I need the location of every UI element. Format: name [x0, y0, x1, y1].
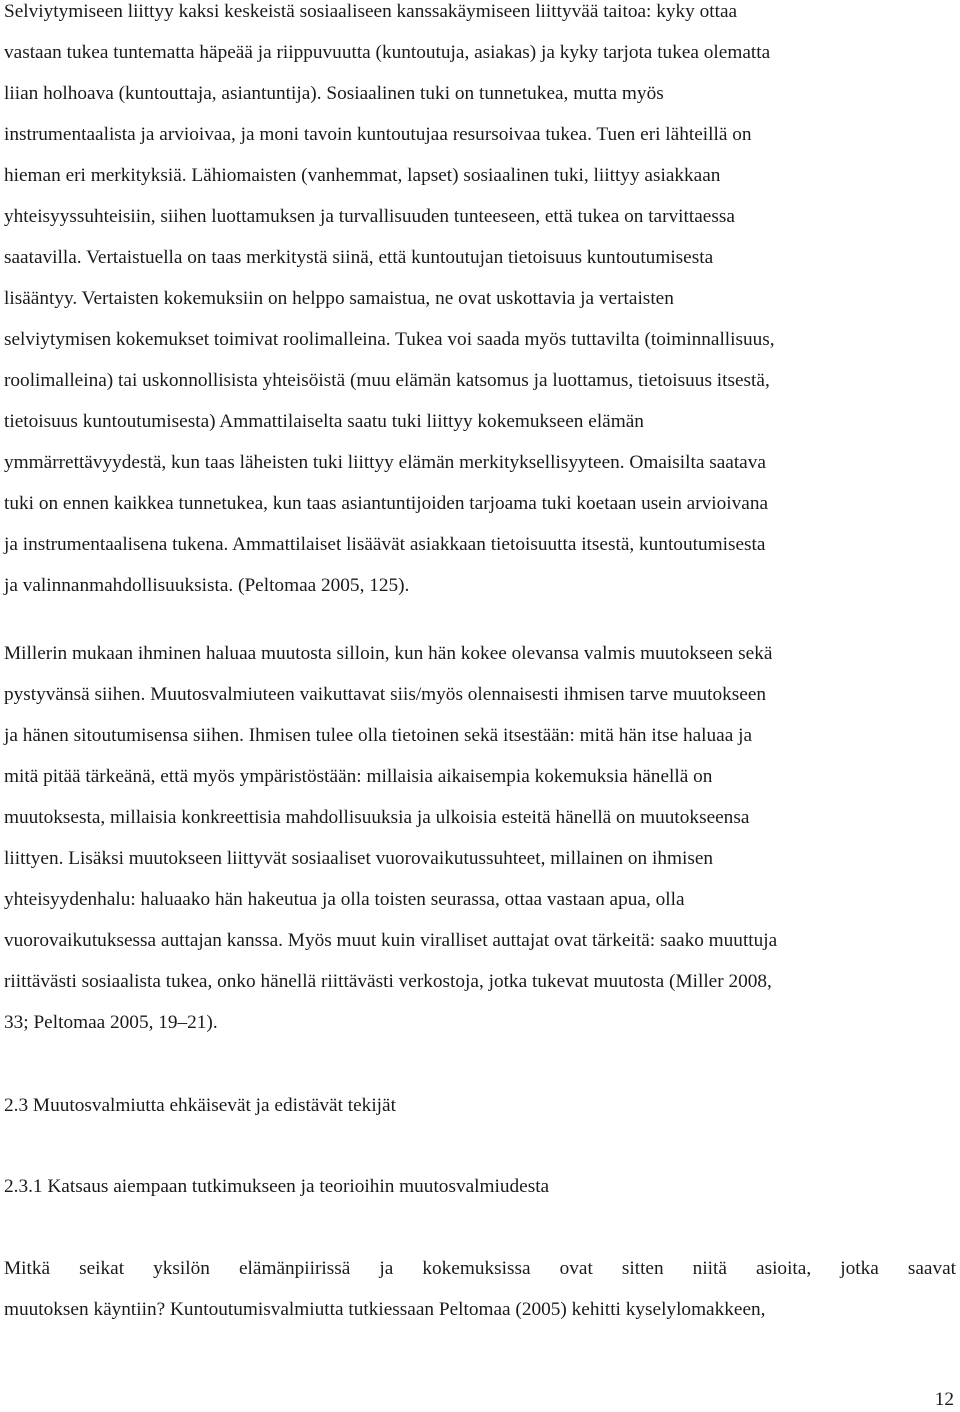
- text-line: roolimalleina) tai uskonnollisista yhteisöistä (muu elämän katsomus ja luottamus, tietoisuus itsestä,: [4, 370, 770, 391]
- text-line: Millerin mukaan ihminen haluaa muutosta silloin, kun hän kokee olevansa valmis muutokseen sekä: [4, 643, 773, 664]
- text-line: ja hänen sitoutumisensa siihen. Ihmisen tulee olla tietoinen sekä itsestään: mitä hän itse haluaa ja: [4, 725, 753, 746]
- text-line: ja valinnanmahdollisuuksista. (Peltomaa 2005, 125).: [4, 575, 410, 596]
- section-heading: 2.3 Muutosvalmiutta ehkäisevät ja edistävät tekijät: [4, 1095, 396, 1116]
- text-line: muutoksen käyntiin? Kuntoutumisvalmiutta tutkiessaan Peltomaa (2005) kehitti kyselylomakkeen,: [4, 1299, 766, 1320]
- text-line: pystyvänsä siihen. Muutosvalmiuteen vaikuttavat siis/myös olennaisesti ihmisen tarve muutokseen: [4, 684, 767, 705]
- text-line: ja instrumentaalisena tukena. Ammattilaiset lisäävät asiakkaan tietoisuutta itsestä, kuntoutumisesta: [4, 534, 766, 555]
- text-line: Selviytymiseen liittyy kaksi keskeistä sosiaaliseen kanssakäymiseen liittyvää taitoa: kyky ottaa: [4, 1, 738, 22]
- text-line: Mitkä seikat yksilön elämänpiirissä ja kokemuksissa ovat sitten niitä asioita, jotka saavat: [4, 1258, 956, 1279]
- text-line: hieman eri merkityksiä. Lähiomaisten (vanhemmat, lapset) sosiaalinen tuki, liittyy asiakkaan: [4, 165, 721, 186]
- text-line: selviytymisen kokemukset toimivat roolimalleina. Tukea voi saada myös tuttavilta (toiminnallisuus,: [4, 329, 775, 350]
- text-line: lisääntyy. Vertaisten kokemuksiin on helppo samaistua, ne ovat uskottavia ja vertaisten: [4, 288, 674, 309]
- text-line: saatavilla. Vertaistuella on taas merkitystä siinä, että kuntoutujan tietoisuus kuntoutumisesta: [4, 247, 714, 268]
- subsection-heading: 2.3.1 Katsaus aiempaan tutkimukseen ja teorioihin muutosvalmiudesta: [4, 1176, 550, 1197]
- text-line: vastaan tukea tuntematta häpeää ja riippuvuutta (kuntoutuja, asiakas) ja kyky tarjota tukea olematta: [4, 42, 771, 63]
- text-line: riittävästi sosiaalista tukea, onko hänellä riittävästi verkostoja, jotka tukevat muutosta (Miller 2008,: [4, 971, 772, 992]
- text-line: instrumentaalista ja arvioivaa, ja moni tavoin kuntoutujaa resursoivaa tukea. Tuen eri lähteillä on: [4, 124, 752, 145]
- text-line: tietoisuus kuntoutumisesta) Ammattilaiselta saatu tuki liittyy kokemukseen elämän: [4, 411, 644, 432]
- text-line: muutoksesta, millaisia konkreettisia mahdollisuuksia ja ulkoisia esteitä hänellä on muutokseensa: [4, 807, 750, 828]
- page-number: 12: [934, 1389, 954, 1410]
- text-line: mitä pitää tärkeänä, että myös ympäristöstään: millaisia aikaisempia kokemuksia hänellä on: [4, 766, 713, 787]
- text-line: liian holhoava (kuntouttaja, asiantuntija). Sosiaalinen tuki on tunnetukea, mutta myös: [4, 83, 664, 104]
- text-line: yhteisyydenhalu: haluaako hän hakeutua ja olla toisten seurassa, ottaa vastaan apua, olla: [4, 889, 685, 910]
- text-line: 33; Peltomaa 2005, 19–21).: [4, 1012, 218, 1033]
- text-line: tuki on ennen kaikkea tunnetukea, kun taas asiantuntijoiden tarjoama tuki koetaan usein arvioivana: [4, 493, 769, 514]
- text-line: yhteisyyssuhteisiin, siihen luottamuksen ja turvallisuuden tunteeseen, että tukea on tarvittaessa: [4, 206, 735, 227]
- text-line: ymmärrettävyydestä, kun taas läheisten tuki liittyy elämän merkityksellisyyteen. Omaisilta saatava: [4, 452, 766, 473]
- text-line: liittyen. Lisäksi muutokseen liittyvät sosiaaliset vuorovaikutussuhteet, millainen on ihmisen: [4, 848, 714, 869]
- text-line: vuorovaikutuksessa auttajan kanssa. Myös muut kuin viralliset auttajat ovat tärkeitä: saako muuttuja: [4, 930, 778, 951]
